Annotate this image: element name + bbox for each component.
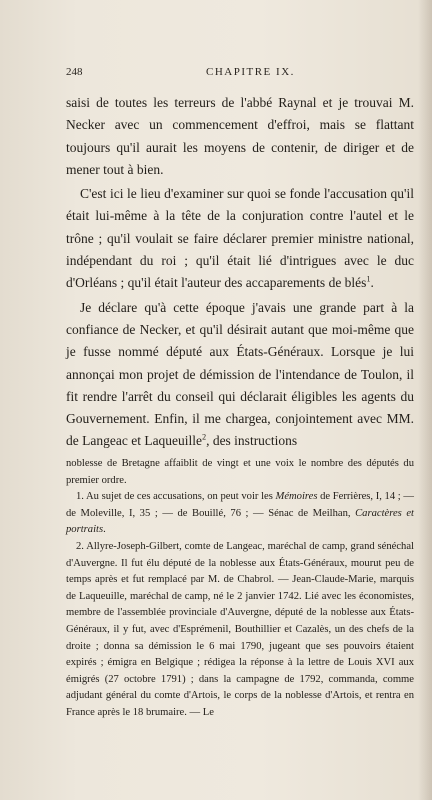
spine-shadow <box>418 0 432 800</box>
main-text <box>66 92 414 455</box>
footnote-ref-1: 1 <box>366 274 371 284</box>
running-header <box>66 66 414 82</box>
page-number: 248 <box>66 66 83 78</box>
footnote-ref-2: 2 <box>202 432 207 442</box>
footnote-2: 2. Allyre-Joseph-Gilbert, comte de Langeac, maréchal de camp, grand sénéchal d'Auvergne. Il fut élu député de la noblesse aux États-Généraux, mourut peu de temps après et fut remplacé par M. de Chabrol. — Jean-Claude-Marie, marquis de Laqueuille, maréchal de camp, né le 2 janvier 1742. Lié avec les économistes, membre de l'assemblée provinciale d'Auvergne, député de la noblesse aux États-Généraux, il y fut, avec d'Esprémenil, Bouthillier et Cazalès, un des chefs de la droite ; donna sa démission le 6 mai 1790, jugeant que ses pouvoirs étaient expirés ; émigra en Belgique ; rédigea la réponse à la lettre de Louis XVI aux émigrés (27 octobre 1791) ; dans la campagne de 1792, commanda, comme adjudant général du comte d'Artois, le corps de la noblesse d'Artois, et rentra en France après le 18 brumaire. — Le <box>66 540 414 718</box>
footnote-1: 1. Au sujet de ces accusations, on peut voir les Mémoires de Ferrières, I, 14 ; — de Moleville, I, 35 ; — de Bouillé, 76 ; — Sénac de Meilhan, Caractères et portraits. <box>66 491 414 536</box>
paragraph-1: saisi de toutes les terreurs de l'abbé Raynal et je trouvai M. Necker avec un commencement d'effroi, mais se flattant toujours qu'il aurait les moyens de contenir, de diriger et de mener tout à bien. <box>66 95 414 177</box>
footnote-continuation: noblesse de Bretagne affaiblit de vingt et une voix le nombre des députés du premier ordre. <box>66 458 414 486</box>
footnotes <box>66 456 414 722</box>
paragraph-2: C'est ici le lieu d'examiner sur quoi se fonde l'accusation qu'il était lui-même à la tête de la conjuration contre l'autel et le trône ; qu'il voulait se faire déclarer premier ministre national, indépendant du roi ; qu'il était lié d'intrigues avec le duc d'Orléans ; qu'il était l'auteur des accaparements de blés$^1$. <box>66 186 414 291</box>
chapter-title: CHAPITRE IX. <box>206 66 295 78</box>
paragraph-3: Je déclare qu'à cette époque j'avais une grande part à la confiance de Necker, et qu'il désirait autant que moi-même que je fusse nommé député aux États-Généraux. Lorsque je lui annonçai mon projet de démission de l'intendance de Toulon, il fit rendre l'arrêt du conseil qui déclarait éligibles les agents du Gouvernement. Enfin, il me chargea, conjointement avec MM. de Langeac et Laqueuille$^2$, des instructions <box>66 299 414 449</box>
